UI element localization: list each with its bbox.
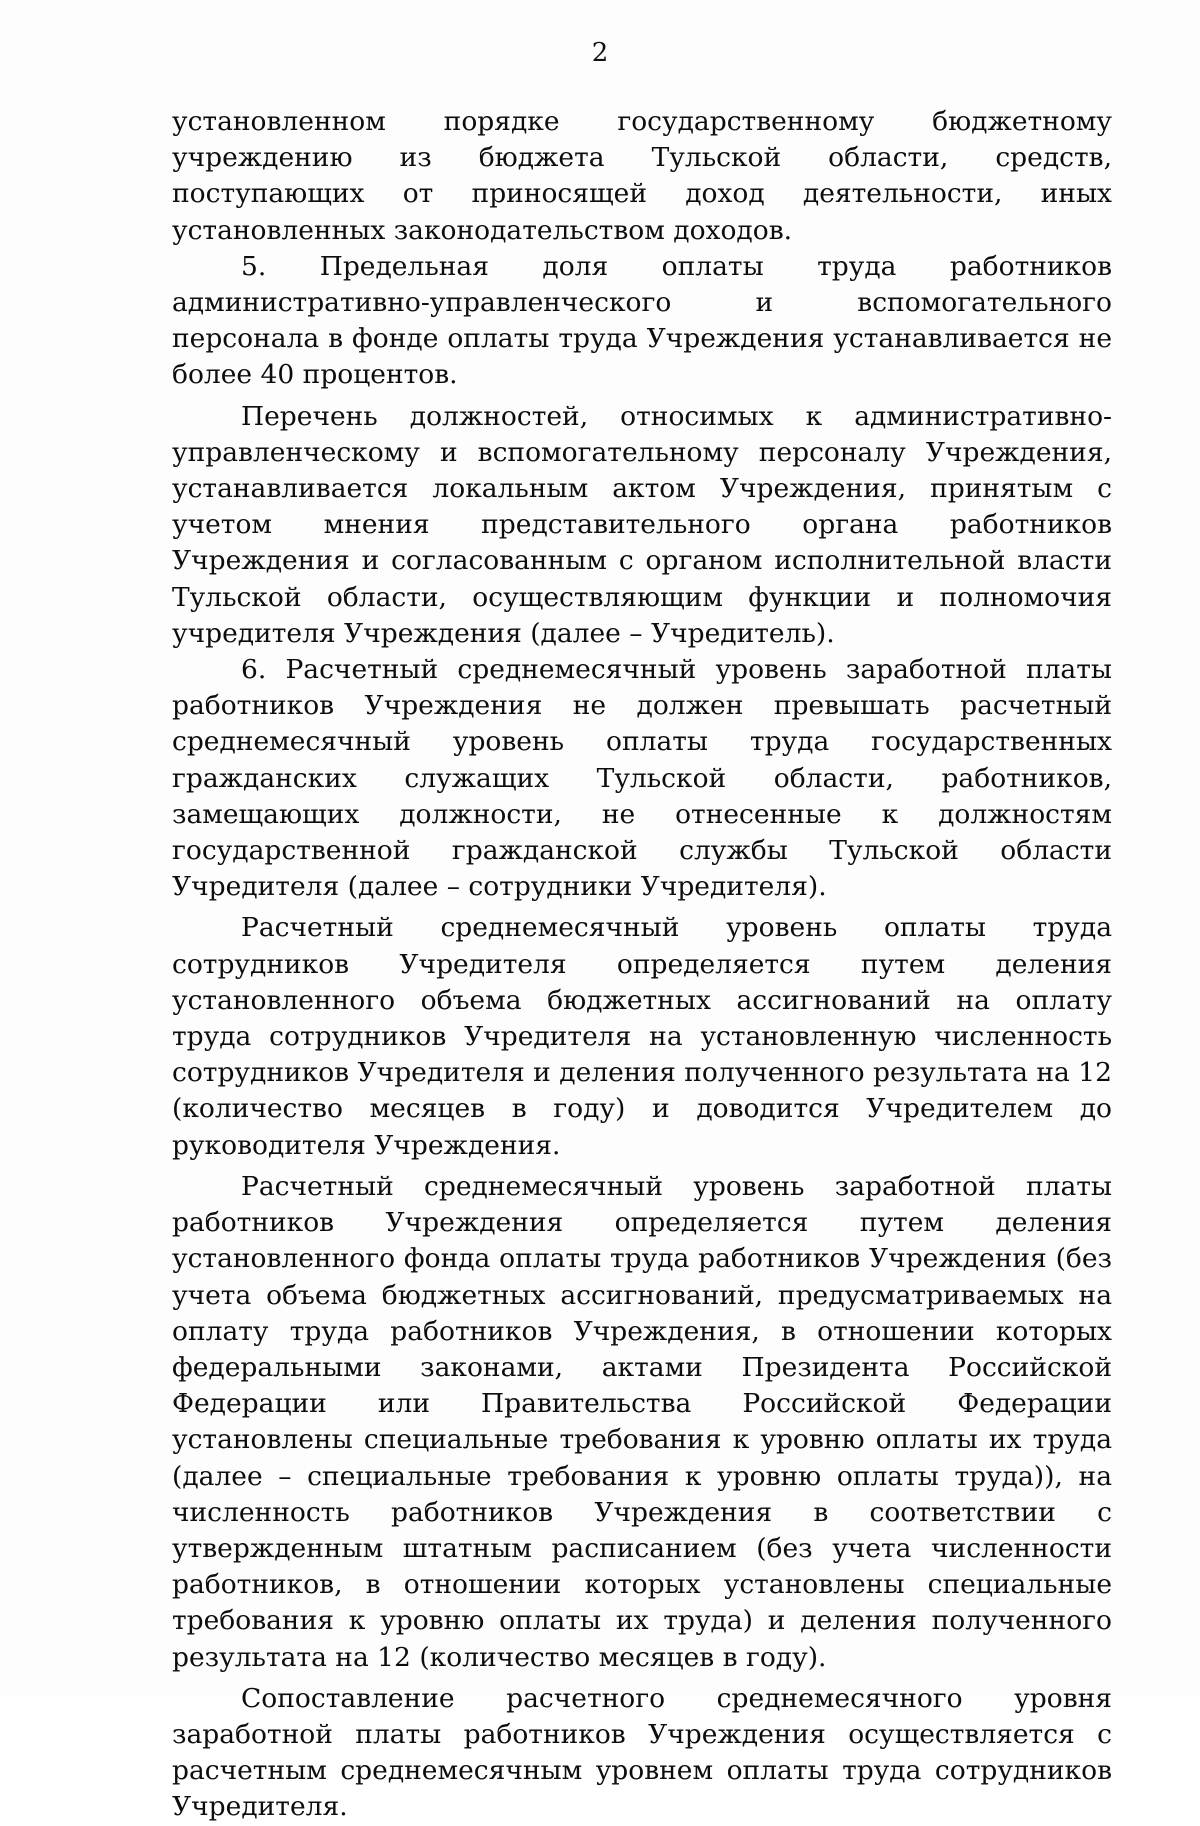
- paragraph-institution-staff-calc: Расчетный среднемесячный уровень заработной платы работников Учреждения определяется путем деления установленного фонда оплаты труда работников Учреждения (без учета объема бюджетных ассигнований, предусматриваемых на оплату труда работников Учреждения, в отношении которых федеральными законами, актами Президента Российской Федерации или Правительства Российской Федерации установлены специальные требования к уровню оплаты их труда (далее – специальные требования к уровню оплаты труда)), на численность работников Учреждения в соответствии с утвержденным штатным расписанием (без учета численности работников, в отношении которых установлены специальные требования к уровню оплаты их труда) и деления полученного результата на 12 (количество месяцев в году).: [172, 1170, 1112, 1673]
- paragraph-continuation: установленном порядке государственному бюджетному учреждению из бюджета Тульской области, средств, поступающих от приносящей доход деятельности, иных установленных законодательством доходов.: [172, 106, 1112, 246]
- paragraph-item-6: 6. Расчетный среднемесячный уровень заработной платы работников Учреждения не должен превышать расчетный среднемесячный уровень оплаты труда государственных гражданских служащих Тульской области, работников, замещающих должности, не отнесенные к должностям государственной гражданской службы Тульской области Учредителя (далее – сотрудники Учредителя).: [172, 654, 1112, 903]
- paragraph-comparison: Сопоставление расчетного среднемесячного уровня заработной платы работников Учреждения осуществляется с расчетным среднемесячным уровнем оплаты труда сотрудников Учредителя.: [172, 1682, 1112, 1823]
- paragraph-item-5: 5. Предельная доля оплаты труда работников административно-управленческого и вспомогательного персонала в фонде оплаты труда Учреждения устанавливается не более 40 процентов.: [172, 250, 1112, 391]
- paragraph-founder-staff-calc: Расчетный среднемесячный уровень оплаты труда сотрудников Учредителя определяется путем деления установленного объема бюджетных ассигнований на оплату труда сотрудников Учредителя на установленную численность сотрудников Учредителя и деления полученного результата на 12 (количество месяцев в году) и доводится Учредителем до руководителя Учреждения.: [172, 912, 1112, 1161]
- document-body: [172, 104, 1112, 1826]
- paragraph-positions-list: Перечень должностей, относимых к административно-управленческому и вспомогательному персоналу Учреждения, устанавливается локальным актом Учреждения, принятым с учетом мнения представительного органа работников Учреждения и согласованным с органом исполнительной власти Тульской области, осуществляющим функции и полномочия учредителя Учреждения (далее – Учредитель).: [172, 400, 1112, 649]
- page-number: 2: [591, 38, 609, 68]
